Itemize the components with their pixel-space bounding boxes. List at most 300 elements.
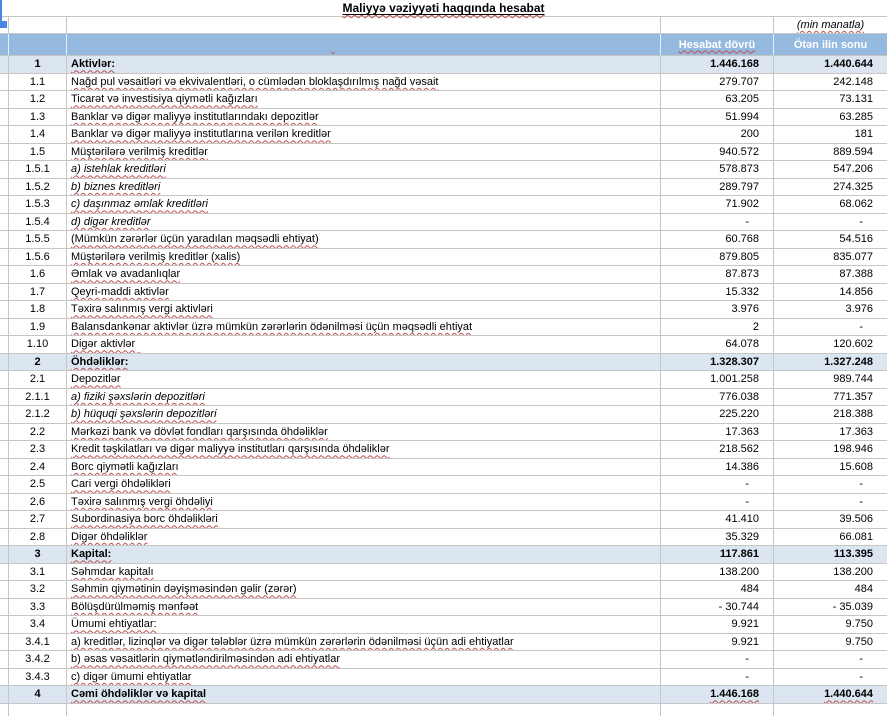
empty-cell[interactable]: [660, 704, 773, 716]
row-label-cell[interactable]: [66, 231, 660, 248]
table-row[interactable]: [0, 616, 887, 634]
row-number-cell[interactable]: 1.5.5: [8, 231, 66, 248]
table-row[interactable]: [0, 56, 887, 74]
row-label-cell[interactable]: [66, 634, 660, 651]
empty-cell[interactable]: [773, 704, 887, 716]
gutter-cell: [0, 704, 8, 716]
row-number-cell[interactable]: 1.5.2: [8, 179, 66, 196]
row-label-cell[interactable]: [66, 301, 660, 318]
row-current-value-cell[interactable]: [660, 196, 773, 213]
row-current-value: 17.363: [725, 425, 759, 438]
row-previous-value: 113.395: [833, 548, 873, 561]
row-previous-value: 120.602: [833, 338, 873, 351]
header-current-period-label: Hesabat dövrü: [678, 38, 756, 51]
table-row[interactable]: [0, 511, 887, 529]
unit-note-cell[interactable]: [773, 17, 887, 33]
row-previous-value: 87.388: [839, 268, 873, 281]
empty-cell[interactable]: [66, 704, 660, 716]
row-current-value: 1.446.168: [710, 688, 759, 701]
table-row[interactable]: [0, 459, 887, 477]
row-previous-value: 889.594: [833, 145, 873, 158]
row-current-value-cell[interactable]: [660, 616, 773, 633]
row-previous-value-cell[interactable]: [773, 179, 887, 196]
row-number-cell[interactable]: 1.6: [8, 266, 66, 283]
row-label-cell[interactable]: [66, 389, 660, 406]
gutter-cell: [0, 371, 8, 388]
row-number-cell[interactable]: 3.3: [8, 599, 66, 616]
empty-cell[interactable]: [660, 17, 773, 33]
table-row[interactable]: [0, 389, 887, 407]
table-row[interactable]: [0, 581, 887, 599]
gutter-cell: [0, 179, 8, 196]
row-previous-value-cell[interactable]: [773, 231, 887, 248]
row-previous-value-cell[interactable]: [773, 74, 887, 91]
row-number-cell[interactable]: 3: [8, 546, 66, 563]
spellcheck-mark: [332, 39, 396, 51]
row-number-cell[interactable]: 2: [8, 354, 66, 371]
row-label-cell[interactable]: [66, 564, 660, 581]
row-current-value-cell[interactable]: [660, 126, 773, 143]
row-label: c) daşınmaz əmlak kreditləri: [71, 198, 208, 211]
row-number-cell[interactable]: 1.5: [8, 144, 66, 161]
row-previous-value-cell[interactable]: [773, 406, 887, 423]
table-row[interactable]: [0, 651, 887, 669]
row-number-cell[interactable]: 3.4: [8, 616, 66, 633]
row-label-cell[interactable]: [66, 91, 660, 108]
row-current-value-cell[interactable]: [660, 231, 773, 248]
table-row[interactable]: [0, 686, 887, 704]
table-body: [0, 56, 887, 704]
row-label: Kapital:: [71, 548, 112, 561]
row-label-cell[interactable]: [66, 161, 660, 178]
table-row[interactable]: [0, 336, 887, 354]
table-row[interactable]: [0, 109, 887, 127]
row-number-cell[interactable]: 1.3: [8, 109, 66, 126]
table-row[interactable]: [0, 161, 887, 179]
table-row[interactable]: [0, 231, 887, 249]
row-previous-value: -: [859, 215, 863, 228]
row-label-cell[interactable]: [66, 126, 660, 143]
table-row[interactable]: [0, 669, 887, 687]
row-previous-value: 138.200: [833, 565, 873, 578]
row-current-value: 15.332: [725, 285, 759, 298]
row-previous-value-cell[interactable]: [773, 196, 887, 213]
row-current-value: 1.001.258: [710, 373, 759, 386]
row-current-value: 63.205: [725, 93, 759, 106]
gutter-cell: [0, 634, 8, 651]
row-previous-value: -: [859, 670, 863, 683]
row-previous-value-cell[interactable]: [773, 441, 887, 458]
row-label-cell[interactable]: [66, 441, 660, 458]
table-row[interactable]: [0, 494, 887, 512]
row-current-value-cell[interactable]: [660, 669, 773, 686]
row-current-value-cell[interactable]: [660, 651, 773, 668]
table-row[interactable]: [0, 406, 887, 424]
row-current-value: 14.386: [725, 460, 759, 473]
row-label: Balansdankənar aktivlər üzrə mümkün zərərlərin ödənilməsi üçün məqsədli ehtiyat: [71, 320, 473, 333]
row-label-cell[interactable]: [66, 581, 660, 598]
row-label: Təxirə salınmış vergi öhdəliyi: [71, 495, 213, 508]
row-label: Depozitlər: [71, 373, 121, 386]
row-current-value-cell[interactable]: [660, 266, 773, 283]
row-label: Digər aktivlər: [71, 338, 136, 351]
row-label-cell[interactable]: [66, 144, 660, 161]
row-current-value-cell[interactable]: [660, 634, 773, 651]
row-label: Müştərilərə verilmiş kreditlər (xalis): [71, 250, 241, 263]
row-label: Qeyri-maddi aktivlər: [71, 285, 169, 298]
row-current-value-cell[interactable]: [660, 581, 773, 598]
row-label: Kredit təşkilatları və digər maliyyə institutları qarşısında öhdəliklər: [71, 443, 390, 456]
row-previous-value-cell[interactable]: [773, 284, 887, 301]
gutter-cell: [0, 249, 8, 266]
gutter-cell: [0, 301, 8, 318]
row-label: d) digər kreditlər: [71, 215, 151, 228]
row-current-value: 35.329: [725, 530, 759, 543]
row-current-value: 218.562: [719, 443, 759, 456]
empty-cell[interactable]: [66, 17, 660, 33]
header-description-cell[interactable]: [66, 34, 660, 55]
row-number-cell[interactable]: 1.9: [8, 319, 66, 336]
row-label-cell[interactable]: [66, 651, 660, 668]
row-previous-value: 274.325: [833, 180, 873, 193]
row-number-cell[interactable]: 1.8: [8, 301, 66, 318]
row-number-cell[interactable]: 2.4: [8, 459, 66, 476]
row-current-value: 60.768: [725, 233, 759, 246]
row-previous-value: -: [859, 653, 863, 666]
report-title-row[interactable]: [0, 0, 887, 17]
row-previous-value-cell[interactable]: [773, 616, 887, 633]
row-label: Təxirə salınmış vergi aktivləri: [71, 303, 213, 316]
row-label-cell[interactable]: [66, 249, 660, 266]
row-current-value-cell[interactable]: [660, 319, 773, 336]
gutter-cell: [0, 546, 8, 563]
row-number-cell[interactable]: 1.7: [8, 284, 66, 301]
row-current-value: 940.572: [719, 145, 759, 158]
row-previous-value: - 35.039: [832, 600, 873, 613]
row-current-value-cell[interactable]: [660, 389, 773, 406]
row-previous-value-cell[interactable]: [773, 494, 887, 511]
row-number-cell[interactable]: 1.2: [8, 91, 66, 108]
row-previous-value-cell[interactable]: [773, 109, 887, 126]
row-current-value-cell[interactable]: [660, 476, 773, 493]
table-row[interactable]: [0, 284, 887, 302]
row-current-value: 9.921: [731, 618, 759, 631]
row-current-value: -: [745, 670, 749, 683]
row-label: Banklar və digər maliyyə institutlarına verilən kreditlər: [71, 128, 331, 141]
row-label-cell[interactable]: [66, 616, 660, 633]
row-label-cell[interactable]: [66, 599, 660, 616]
row-label-cell[interactable]: [66, 196, 660, 213]
row-label: a) fiziki şəxslərin depozitləri: [71, 390, 205, 403]
row-current-value-cell[interactable]: [660, 494, 773, 511]
table-row[interactable]: [0, 214, 887, 232]
table-row[interactable]: [0, 266, 887, 284]
row-label-cell[interactable]: [66, 494, 660, 511]
row-previous-value-cell[interactable]: [773, 669, 887, 686]
empty-cell[interactable]: [8, 17, 66, 33]
gutter-cell: [0, 354, 8, 371]
row-label-cell[interactable]: [66, 336, 660, 353]
row-label-cell[interactable]: [66, 354, 660, 371]
row-label: Ticarət və investisiya qiymətli kağızları: [71, 93, 258, 106]
table-header-row[interactable]: [0, 34, 887, 56]
row-current-value: 484: [740, 583, 759, 596]
row-current-value-cell[interactable]: [660, 424, 773, 441]
gutter-cell: [0, 424, 8, 441]
row-previous-value: 15.608: [839, 460, 873, 473]
row-current-value-cell[interactable]: [660, 511, 773, 528]
table-row[interactable]: [0, 546, 887, 564]
row-previous-value-cell[interactable]: [773, 126, 887, 143]
row-current-value: -: [745, 653, 749, 666]
table-row[interactable]: [0, 144, 887, 162]
row-current-value-cell[interactable]: [660, 599, 773, 616]
row-current-value-cell[interactable]: [660, 214, 773, 231]
row-previous-value: 198.946: [833, 443, 873, 456]
row-current-value-cell[interactable]: [660, 179, 773, 196]
row-number-cell[interactable]: 2.2: [8, 424, 66, 441]
gutter-cell: [0, 529, 8, 546]
row-current-value-cell[interactable]: [660, 406, 773, 423]
row-current-value-cell[interactable]: [660, 91, 773, 108]
row-previous-value-cell[interactable]: [773, 266, 887, 283]
row-current-value: 87.873: [725, 268, 759, 281]
table-row[interactable]: [0, 424, 887, 442]
row-current-value-cell[interactable]: [660, 74, 773, 91]
row-current-value-cell[interactable]: [660, 371, 773, 388]
unit-note: (min manatla): [796, 19, 865, 31]
row-current-value-cell[interactable]: [660, 284, 773, 301]
row-current-value-cell[interactable]: [660, 354, 773, 371]
row-label-cell[interactable]: [66, 529, 660, 546]
row-current-value-cell[interactable]: [660, 564, 773, 581]
row-previous-value-cell[interactable]: [773, 511, 887, 528]
row-number-cell[interactable]: 2.1.1: [8, 389, 66, 406]
row-label-cell[interactable]: [66, 406, 660, 423]
row-current-value: 9.921: [731, 635, 759, 648]
row-label-cell[interactable]: [66, 319, 660, 336]
row-previous-value-cell[interactable]: [773, 424, 887, 441]
row-previous-value: 73.131: [839, 93, 873, 106]
row-previous-value-cell[interactable]: [773, 581, 887, 598]
row-previous-value-cell[interactable]: [773, 599, 887, 616]
row-previous-value-cell[interactable]: [773, 476, 887, 493]
row-previous-value-cell[interactable]: [773, 651, 887, 668]
cell-selection-handle[interactable]: [0, 21, 7, 28]
header-previous-period[interactable]: [773, 34, 887, 55]
row-label-cell[interactable]: [66, 109, 660, 126]
row-current-value-cell[interactable]: [660, 459, 773, 476]
row-previous-value: -: [859, 495, 863, 508]
row-label: Cəmi öhdəliklər və kapital: [71, 688, 207, 701]
row-number-cell[interactable]: 2.7: [8, 511, 66, 528]
row-label-cell[interactable]: [66, 546, 660, 563]
unit-note-row[interactable]: [0, 17, 887, 34]
table-row[interactable]: [0, 126, 887, 144]
row-current-value-cell[interactable]: [660, 161, 773, 178]
row-previous-value-cell[interactable]: [773, 529, 887, 546]
row-label-cell[interactable]: [66, 459, 660, 476]
row-label-cell[interactable]: [66, 179, 660, 196]
row-label: Digər öhdəliklər: [71, 530, 148, 543]
row-number-cell[interactable]: 2.5: [8, 476, 66, 493]
row-label-cell[interactable]: [66, 284, 660, 301]
report-title: Maliyyə vəziyyəti haqqında hesabat: [342, 1, 545, 15]
table-row[interactable]: [0, 564, 887, 582]
empty-row[interactable]: [0, 704, 887, 716]
row-previous-value: 218.388: [833, 408, 873, 421]
table-row[interactable]: [0, 371, 887, 389]
row-label-cell[interactable]: [66, 686, 660, 703]
row-label-cell[interactable]: [66, 669, 660, 686]
table-row[interactable]: [0, 319, 887, 337]
row-previous-value: 63.285: [839, 110, 873, 123]
header-number-cell[interactable]: [8, 34, 66, 55]
row-current-value-cell[interactable]: [660, 686, 773, 703]
row-label: Nağd pul vəsaitləri və ekvivalentləri, o cümlədən bloklaşdırılmış nağd vəsait: [71, 75, 439, 88]
row-current-value-cell[interactable]: [660, 144, 773, 161]
row-number-cell[interactable]: 2.1: [8, 371, 66, 388]
row-current-value-cell[interactable]: [660, 56, 773, 73]
row-previous-value: -: [859, 320, 863, 333]
row-number-cell[interactable]: 1.5.4: [8, 214, 66, 231]
table-row[interactable]: [0, 634, 887, 652]
row-previous-value-cell[interactable]: [773, 214, 887, 231]
row-previous-value: 1.440.644: [824, 58, 873, 71]
row-previous-value: 9.750: [845, 635, 873, 648]
row-previous-value: 66.081: [839, 530, 873, 543]
row-current-value-cell[interactable]: [660, 301, 773, 318]
row-label-cell[interactable]: [66, 424, 660, 441]
table-row[interactable]: [0, 354, 887, 372]
table-row[interactable]: [0, 599, 887, 617]
row-current-value-cell[interactable]: [660, 336, 773, 353]
row-label: Borc qiymətli kağızları: [71, 460, 179, 473]
spellcheck-mark: [137, 338, 347, 350]
row-number-cell[interactable]: 3.4.3: [8, 669, 66, 686]
row-previous-value-cell[interactable]: [773, 564, 887, 581]
table-row[interactable]: [0, 441, 887, 459]
table-row[interactable]: [0, 91, 887, 109]
gutter-cell: [0, 581, 8, 598]
row-label-cell[interactable]: [66, 476, 660, 493]
row-previous-value-cell[interactable]: [773, 459, 887, 476]
row-current-value: 289.797: [719, 180, 759, 193]
row-number-cell[interactable]: 1.5.3: [8, 196, 66, 213]
row-label: Səhmin qiymətinin dəyişməsindən gəlir (zərər): [71, 583, 297, 596]
row-number-cell[interactable]: 3.1: [8, 564, 66, 581]
row-number-cell[interactable]: 1.10: [8, 336, 66, 353]
row-label-cell[interactable]: [66, 74, 660, 91]
gutter-cell: [0, 651, 8, 668]
row-previous-value: 14.856: [839, 285, 873, 298]
gutter-cell: [0, 34, 8, 55]
row-current-value-cell[interactable]: [660, 546, 773, 563]
table-row[interactable]: [0, 74, 887, 92]
row-previous-value-cell[interactable]: [773, 634, 887, 651]
row-current-value: 879.805: [719, 250, 759, 263]
row-number-cell[interactable]: 3.4.2: [8, 651, 66, 668]
row-label: c) digər ümumi ehtiyatlar: [71, 670, 192, 683]
row-label-cell[interactable]: [66, 511, 660, 528]
gutter-cell: [0, 564, 8, 581]
row-previous-value-cell[interactable]: [773, 319, 887, 336]
row-current-value: 71.902: [725, 198, 759, 211]
row-number-cell[interactable]: 2.3: [8, 441, 66, 458]
gutter-cell: [0, 389, 8, 406]
gutter-cell: [0, 126, 8, 143]
row-current-value: 225.220: [719, 408, 759, 421]
row-label: Müştərilərə verilmiş kreditlər: [71, 145, 208, 158]
row-previous-value-cell[interactable]: [773, 389, 887, 406]
row-previous-value-cell[interactable]: [773, 371, 887, 388]
row-current-value: 138.200: [719, 565, 759, 578]
row-previous-value-cell[interactable]: [773, 546, 887, 563]
row-current-value-cell[interactable]: [660, 441, 773, 458]
row-label: Cari vergi öhdəlikləri: [71, 478, 171, 491]
table-row[interactable]: [0, 179, 887, 197]
table-row[interactable]: [0, 529, 887, 547]
row-previous-value-cell[interactable]: [773, 144, 887, 161]
row-number-cell[interactable]: 4: [8, 686, 66, 703]
row-number-cell[interactable]: 1.5.6: [8, 249, 66, 266]
row-number-cell[interactable]: 1.1: [8, 74, 66, 91]
row-previous-value-cell[interactable]: [773, 161, 887, 178]
row-label: a) istehlak kreditləri: [71, 163, 166, 176]
header-previous-period-label: Ötən ilin sonu: [793, 38, 868, 51]
table-row[interactable]: [0, 301, 887, 319]
row-current-value: 200: [740, 128, 759, 141]
row-number-cell[interactable]: 1: [8, 56, 66, 73]
gutter-cell: [0, 441, 8, 458]
empty-cell[interactable]: [8, 704, 66, 716]
gutter-cell: [0, 196, 8, 213]
row-previous-value-cell[interactable]: [773, 354, 887, 371]
row-label-cell[interactable]: [66, 371, 660, 388]
row-label-cell[interactable]: [66, 266, 660, 283]
row-label: Subordinasiya borc öhdəlikləri: [71, 513, 218, 526]
row-number-cell[interactable]: 1.4: [8, 126, 66, 143]
table-row[interactable]: [0, 476, 887, 494]
row-previous-value-cell[interactable]: [773, 301, 887, 318]
row-number-cell[interactable]: 3.2: [8, 581, 66, 598]
row-previous-value: 1.327.248: [824, 355, 873, 368]
row-previous-value-cell[interactable]: [773, 91, 887, 108]
row-number-cell[interactable]: 2.6: [8, 494, 66, 511]
row-number-cell[interactable]: 1.5.1: [8, 161, 66, 178]
row-current-value: 1.446.168: [710, 58, 759, 71]
row-current-value-cell[interactable]: [660, 529, 773, 546]
row-label-cell[interactable]: [66, 214, 660, 231]
row-current-value: 279.707: [719, 75, 759, 88]
header-current-period[interactable]: [660, 34, 773, 55]
row-current-value-cell[interactable]: [660, 109, 773, 126]
row-label-cell[interactable]: [66, 56, 660, 73]
row-previous-value-cell[interactable]: [773, 249, 887, 266]
row-label: Əmlak və avadanlıqlar: [71, 268, 181, 281]
table-row[interactable]: [0, 249, 887, 267]
gutter-cell: [0, 74, 8, 91]
table-row[interactable]: [0, 196, 887, 214]
row-previous-value-cell[interactable]: [773, 336, 887, 353]
row-number-cell[interactable]: 2.8: [8, 529, 66, 546]
row-label: Mərkəzi bank və dövlət fondları qarşısında öhdəliklər: [71, 425, 328, 438]
row-current-value-cell[interactable]: [660, 249, 773, 266]
row-number-cell[interactable]: 3.4.1: [8, 634, 66, 651]
row-previous-value-cell[interactable]: [773, 56, 887, 73]
row-previous-value-cell[interactable]: [773, 686, 887, 703]
row-number-cell[interactable]: 2.1.2: [8, 406, 66, 423]
